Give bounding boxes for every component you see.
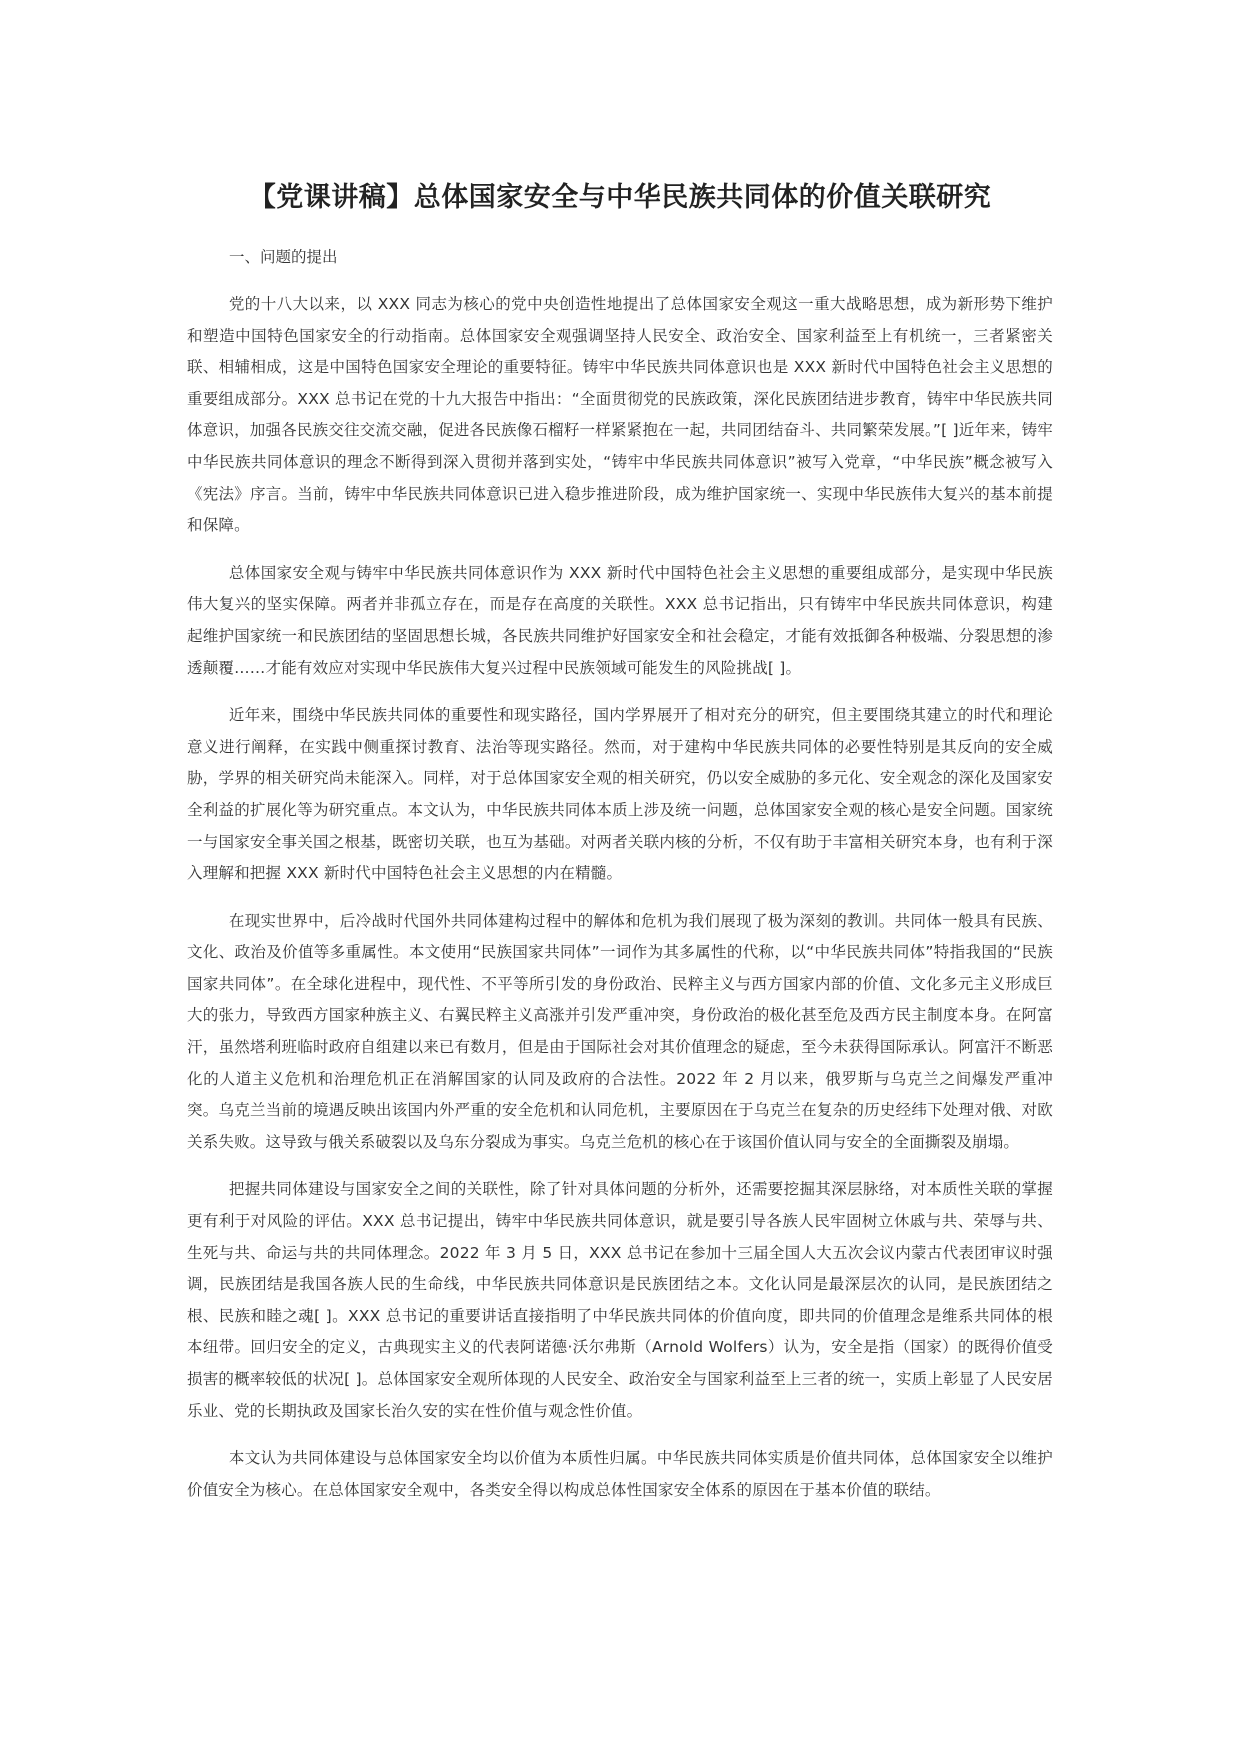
paragraph-1: 党的十八大以来，以 XXX 同志为核心的党中央创造性地提出了总体国家安全观这一重大战略思想，成为新形势下维护和塑造中国特色国家安全的行动指南。总体国家安全观强调坚持人民安全、政治安全、国家利益至上有机统一，三者紧密关联、相辅相成，这是中国特色国家安全理论的重要特征。铸牢中华民族共同体意识也是 XXX 新时代中国特色社会主义思想的重要组成部分。XXX 总书记在党的十九大报告中指出：“全面贯彻党的民族政策，深化民族团结进步教育，铸牢中华民族共同体意识，加强各民族交往交流交融，促进各民族像石榴籽一样紧紧抱在一起，共同团结奋斗、共同繁荣发展。”[ ]近年来，铸牢中华民族共同体意识的理念不断得到深入贯彻并落到实处，“铸牢中华民族共同体意识”被写入党章，“中华民族”概念被写入《宪法》序言。当前，铸牢中华民族共同体意识已进入稳步推进阶段，成为维护国家统一、实现中华民族伟大复兴的基本前提和保障。 bbox=[187, 295, 1053, 535]
paragraph-5: 把握共同体建设与国家安全之间的关联性，除了针对具体问题的分析外，还需要挖掘其深层脉络，对本质性关联的掌握更有利于对风险的评估。XXX 总书记提出，铸牢中华民族共同体意识，就是要引导各族人民牢固树立休戚与共、荣辱与共、生死与共、命运与共的共同体理念。2022 年 3 月 5 日，XXX 总书记在参加十三届全国人大五次会议内蒙古代表团审议时强调，民族团结是我国各族人民的生命线，中华民族共同体意识是民族团结之本。文化认同是最深层次的认同，是民族团结之根、民族和睦之魂[ ]。XXX 总书记的重要讲话直接指明了中华民族共同体的价值向度，即共同的价值理念是维系共同体的根本纽带。回归安全的定义，古典现实主义的代表阿诺德·沃尔弗斯（Arnold Wolfers）认为，安全是指（国家）的既得价值受损害的概率较低的状况[ ]。总体国家安全观所体现的人民安全、政治安全与国家利益至上三者的统一，实质上彰显了人民安居乐业、党的长期执政及国家长治久安的实在性价值与观念性价值。 bbox=[187, 1180, 1053, 1420]
paragraph-6: 本文认为共同体建设与总体国家安全均以价值为本质性归属。中华民族共同体实质是价值共同体，总体国家安全以维护价值安全为核心。在总体国家安全观中，各类安全得以构成总体性国家安全体系的原因在于基本价值的联结。 bbox=[187, 1449, 1053, 1499]
document-title: 【党课讲稿】总体国家安全与中华民族共同体的价值关联研究 bbox=[248, 182, 992, 213]
paragraph-4: 在现实世界中，后冷战时代国外共同体建构过程中的解体和危机为我们展现了极为深刻的教训。共同体一般具有民族、文化、政治及价值等多重属性。本文使用“民族国家共同体”一词作为其多属性的代称，以“中华民族共同体”特指我国的“民族国家共同体”。在全球化进程中，现代性、不平等所引发的身份政治、民粹主义与西方国家内部的价值、文化多元主义形成巨大的张力，导致西方国家种族主义、右翼民粹主义高涨并引发严重冲突，身份政治的极化甚至危及西方民主制度本身。在阿富汗，虽然塔利班临时政府自组建以来已有数月，但是由于国际社会对其价值理念的疑虑，至今未获得国际承认。阿富汗不断恶化的人道主义危机和治理危机正在消解国家的认同及政府的合法性。2022 年 2 月以来，俄罗斯与乌克兰之间爆发严重冲突。乌克兰当前的境遇反映出该国内外严重的安全危机和认同危机，主要原因在于乌克兰在复杂的历史经纬下处理对俄、对欧关系失败。这导致与俄关系破裂以及乌东分裂成为事实。乌克兰危机的核心在于该国价值认同与安全的全面撕裂及崩塌。 bbox=[187, 911, 1053, 1151]
paragraph-3: 近年来，围绕中华民族共同体的重要性和现实路径，国内学界展开了相对充分的研究，但主要围绕其建立的时代和理论意义进行阐释，在实践中侧重探讨教育、法治等现实路径。然而，对于建构中华民族共同体的必要性特别是其反向的安全威胁，学界的相关研究尚未能深入。同样，对于总体国家安全观的相关研究，仍以安全威胁的多元化、安全观念的深化及国家安全利益的扩展化等为研究重点。本文认为，中华民族共同体本质上涉及统一问题，总体国家安全观的核心是安全问题。国家统一与国家安全事关国之根基，既密切关联，也互为基础。对两者关联内核的分析，不仅有助于丰富相关研究本身，也有利于深入理解和把握 XXX 新时代中国特色社会主义思想的内在精髓。 bbox=[187, 706, 1053, 883]
section-heading: 一、问题的提出 bbox=[229, 248, 338, 266]
paragraph-2: 总体国家安全观与铸牢中华民族共同体意识作为 XXX 新时代中国特色社会主义思想的重要组成部分，是实现中华民族伟大复兴的坚实保障。两者并非孤立存在，而是存在高度的关联性。XXX 总书记指出，只有铸牢中华民族共同体意识，构建起维护国家统一和民族团结的坚固思想长城，各民族共同维护好国家安全和社会稳定，才能有效抵御各种极端、分裂思想的渗透颠覆……才能有效应对实现中华民族伟大复兴过程中民族领域可能发生的风险挑战[ ]。 bbox=[187, 563, 1053, 677]
document-body bbox=[187, 244, 1053, 1522]
